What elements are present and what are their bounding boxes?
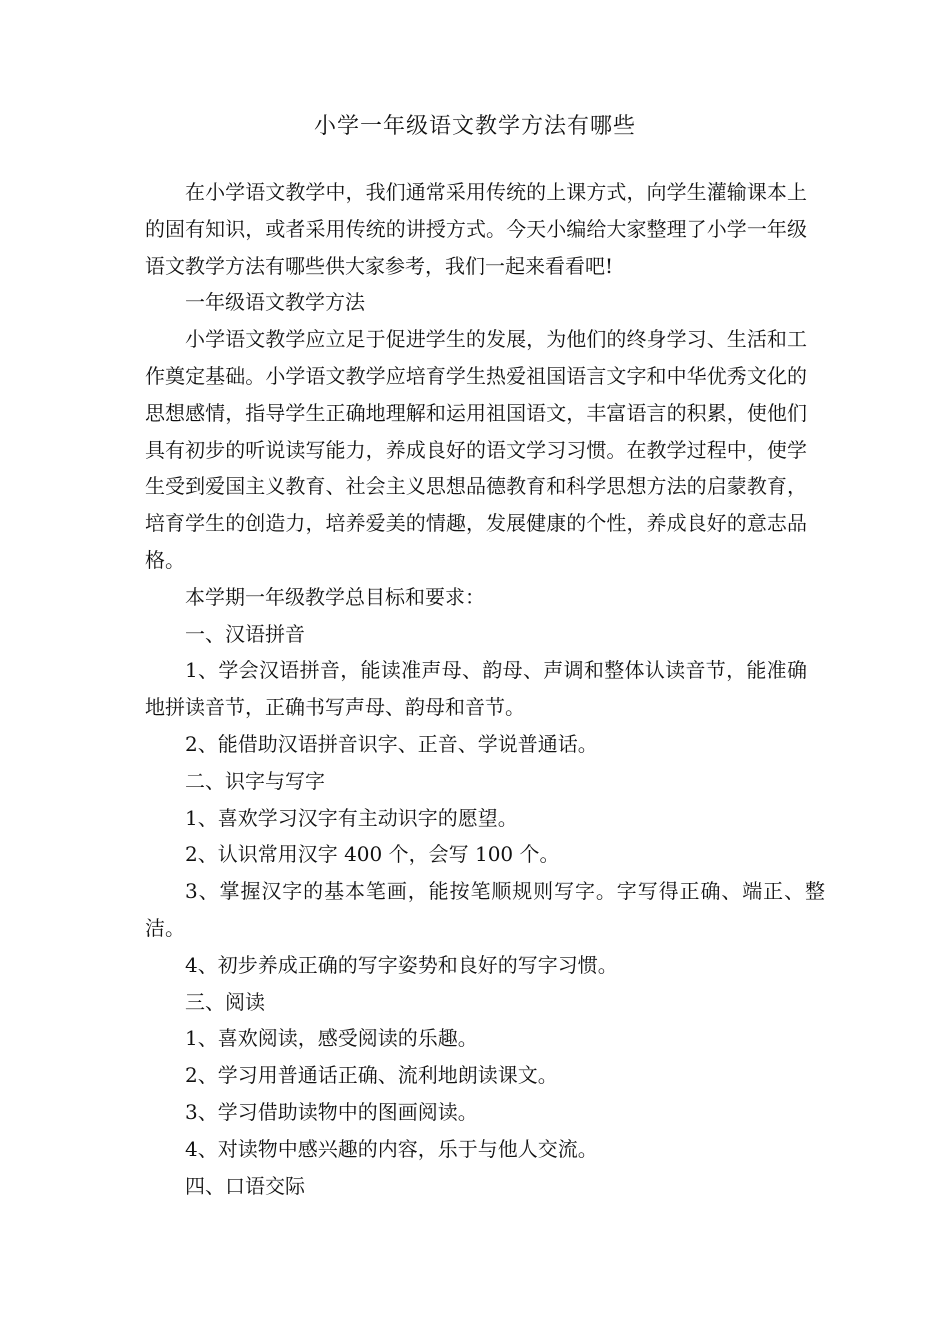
section-heading-reading: 三、阅读 [185,989,265,1014]
list-item-reading-1: 1、喜欢阅读，感受阅读的乐趣。 [185,1026,478,1051]
list-item-reading-2: 2、学习用普通话正确、流利地朗读课文。 [185,1063,558,1088]
paragraph-teaching-goals: 小学语文教学应立足于促进学生的发展，为他们的终身学习、生活和工作奠定基础。小学语文教学应培育学生热爱祖国语言文字和中华优秀文化的思想感情，指导学生正确地理解和运用祖国语文，丰富语言的积累，使他们具有初步的听说读写能力，养成良好的语文学习习惯。在教学过程中，使学生受到爱国主义教育、社会主义思想品德教育和科学思想方法的启蒙教育，培育学生的创造力，培养爱美的情趣，发展健康的个性，养成良好的意志品格。 [145,327,807,572]
section-heading-teaching-methods: 一年级语文教学方法 [185,290,365,315]
list-item-literacy-3: 3、掌握汉字的基本笔画，能按笔顺规则写字。字写得正确、端正、整洁。 [145,879,825,940]
list-item-pinyin-2: 2、能借助汉语拼音识字、正音、学说普通话。 [185,731,598,756]
list-item-reading-4: 4、对读物中感兴趣的内容，乐于与他人交流。 [185,1136,598,1161]
section-heading-pinyin: 一、汉语拼音 [185,621,305,646]
section-heading-oral-communication: 四、口语交际 [185,1173,305,1198]
section-heading-literacy: 二、识字与写字 [185,768,325,793]
list-item-reading-3: 3、学习借助读物中的图画阅读。 [185,1099,478,1124]
document-body [145,174,825,1204]
list-item-literacy-4: 4、初步养成正确的写字姿势和良好的写字习惯。 [185,952,618,977]
paragraph-intro: 在小学语文教学中，我们通常采用传统的上课方式，向学生灌输课本上的固有知识，或者采用传统的讲授方式。今天小编给大家整理了小学一年级语文教学方法有哪些供大家参考，我们一起来看看吧! [145,180,807,278]
paragraph-semester-goals: 本学期一年级教学总目标和要求： [185,584,485,609]
list-item-pinyin-1: 1、学会汉语拼音，能读准声母、韵母、声调和整体认读音节，能准确地拼读音节，正确书写声母、韵母和音节。 [145,658,807,720]
list-item-literacy-1: 1、喜欢学习汉字有主动识字的愿望。 [185,805,518,830]
document-title: 小学一年级语文教学方法有哪些 [313,114,636,139]
list-item-literacy-2: 2、认识常用汉字 400 个，会写 100 个。 [185,842,560,867]
